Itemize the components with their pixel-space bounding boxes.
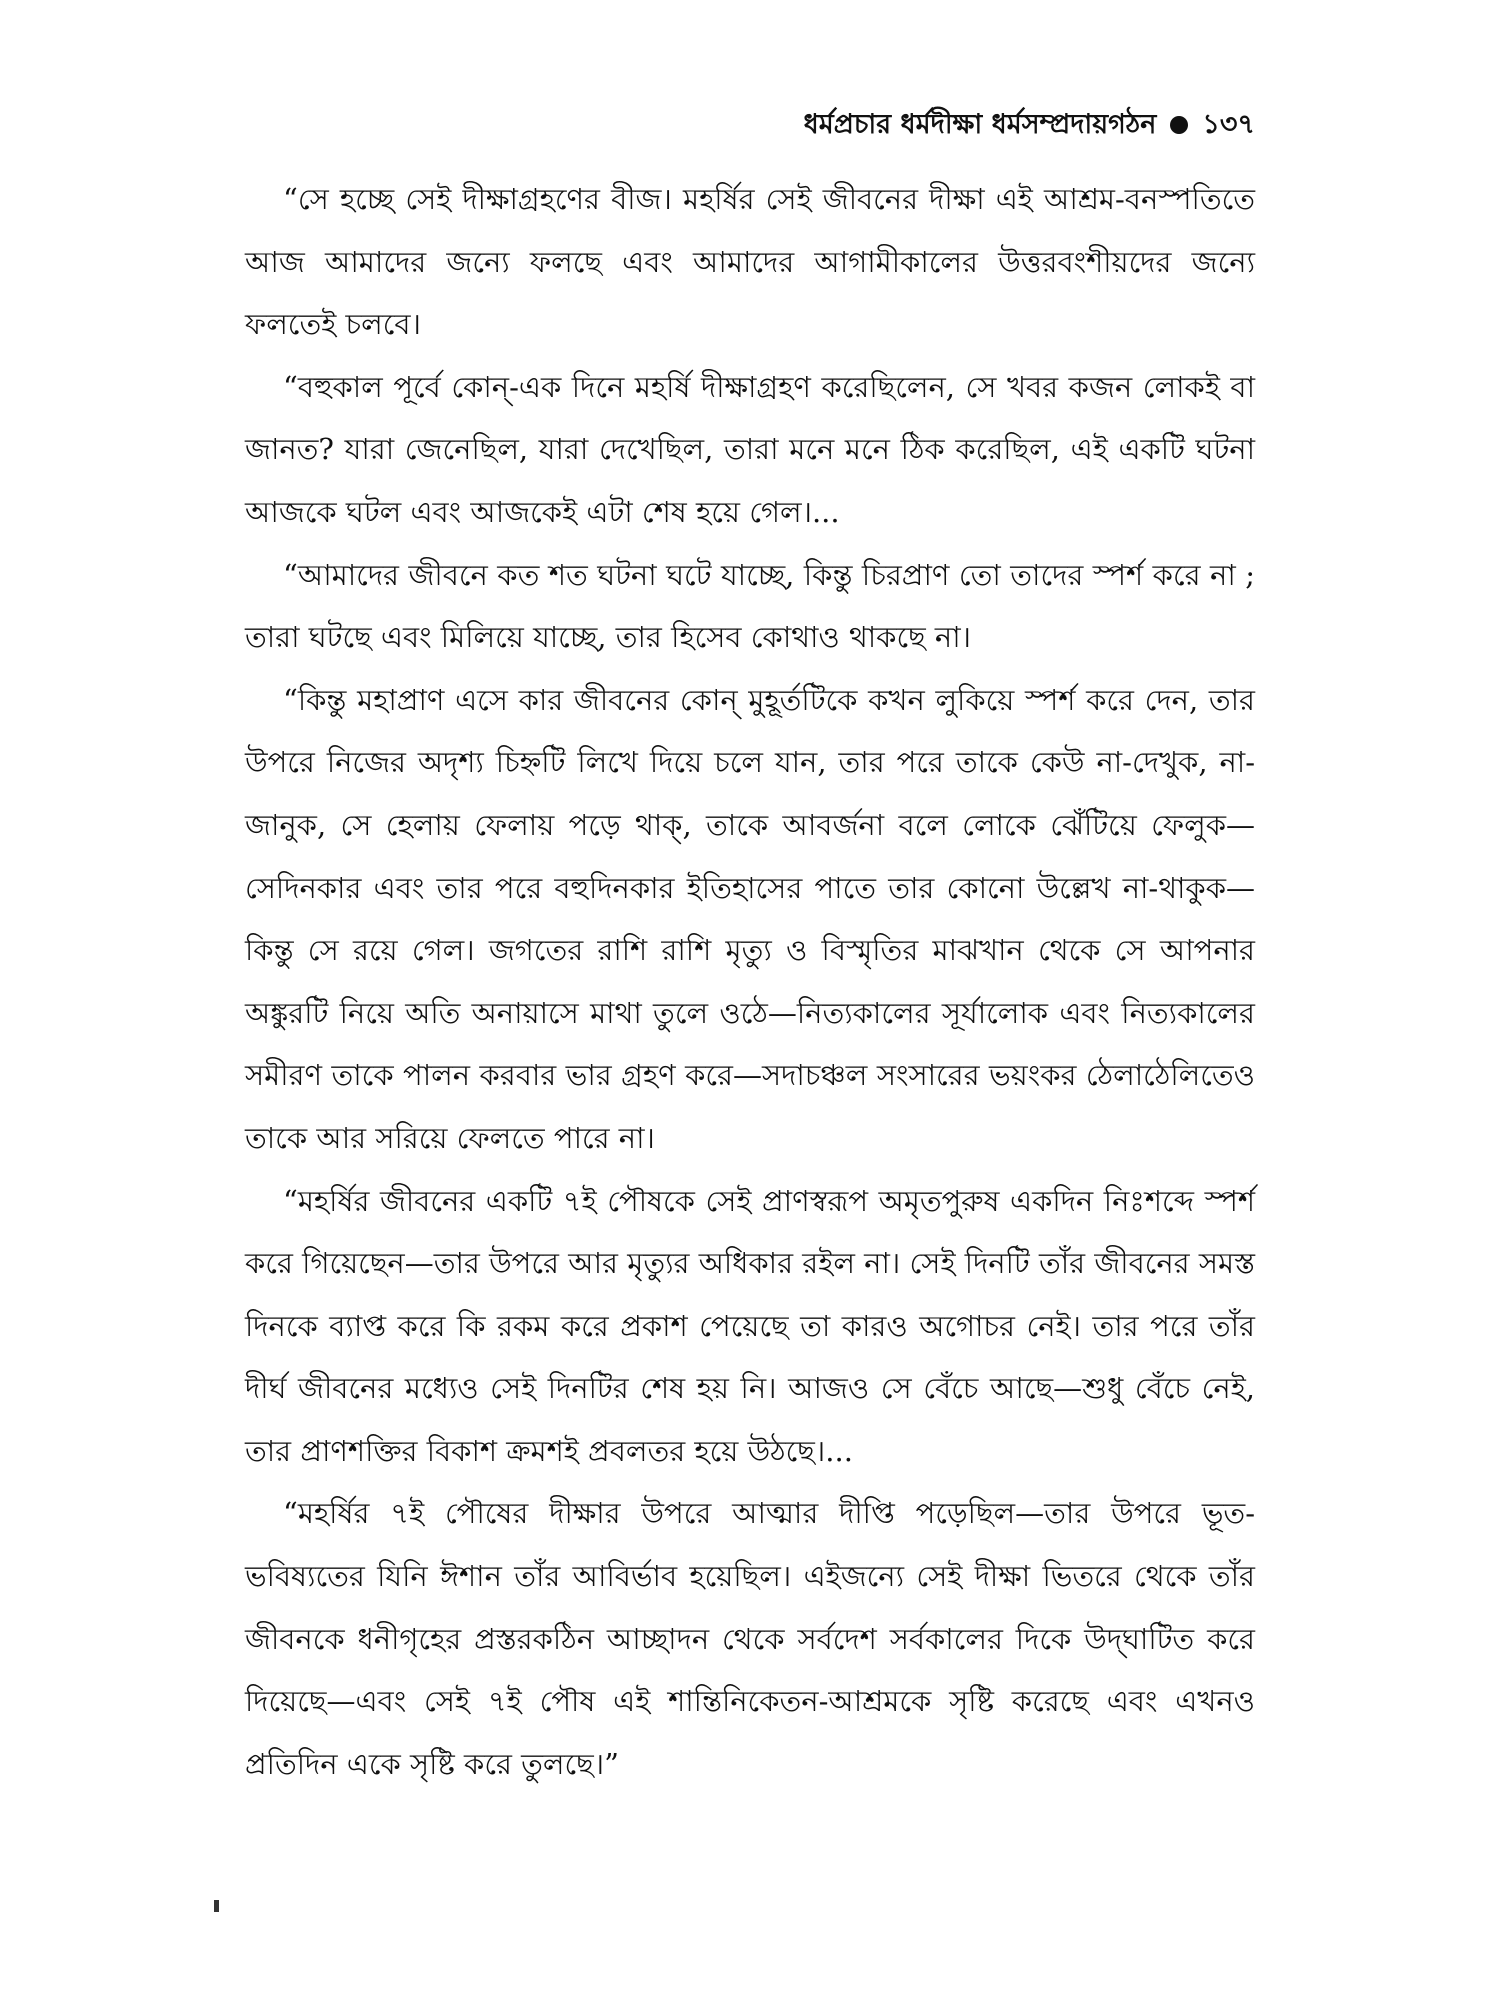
page-number: ১৩৭ <box>1202 109 1255 140</box>
paragraph: “আমাদের জীবনে কত শত ঘটনা ঘটে যাচ্ছে, কিন্তু চিরপ্রাণ তো তাদের স্পর্শ করে না ; তারা ঘটছে এবং মিলিয়ে যাচ্ছে, তার হিসেব কোথাও থাকছে না। <box>245 557 1255 655</box>
paragraph: “মহর্ষির ৭ই পৌষের দীক্ষার উপরে আত্মার দীপ্তি পড়েছিল—তার উপরে ভূত-ভবিষ্যতের যিনি ঈশান তাঁর আবির্ভাব হয়েছিল। এইজন্যে সেই দীক্ষা ভিতরে থেকে তাঁর জীবনকে ধনীগৃহের প্রস্তরকঠিন আচ্ছাদন থেকে সর্বদেশ সর্বকালের দিকে উদ্‌ঘাটিত করে দিয়েছে—এবং সেই ৭ই পৌষ এই শান্তিনিকেতন-আশ্রমকে সৃষ্টি করেছে এবং এখনও প্রতিদিন একে সৃষ্টি করে তুলছে।” <box>245 1496 1255 1781</box>
paragraph: “কিন্তু মহাপ্রাণ এসে কার জীবনের কোন্‌ মুহূর্তটিকে কখন লুকিয়ে স্পর্শ করে দেন, তার উপরে নিজের অদৃশ্য চিহ্নটি লিখে দিয়ে চলে যান, তার পরে তাকে কেউ না-দেখুক, না-জানুক, সে হেলায় ফেলায় পড়ে থাক্‌, তাকে আবর্জনা বলে লোকে ঝেঁটিয়ে ফেলুক—সেদিনকার এবং তার পরে বহুদিনকার ইতিহাসের পাতে তার কোনো উল্লেখ না-থাকুক—কিন্তু সে রয়ে গেল। জগতের রাশি রাশি মৃত্যু ও বিস্মৃতির মাঝখান থেকে সে আপনার অঙ্কুরটি নিয়ে অতি অনায়াসে মাথা তুলে ওঠে—নিত্যকালের সূর্যালোক এবং নিত্যকালের সমীরণ তাকে পালন করবার ভার গ্রহণ করে—সদাচঞ্চল সংসারের ভয়ংকর ঠেলাঠেলিতেও তাকে আর সরিয়ে ফেলতে পারে না। <box>245 682 1255 1155</box>
paragraph: “মহর্ষির জীবনের একটি ৭ই পৌষকে সেই প্রাণস্বরূপ অমৃতপুরুষ একদিন নিঃশব্দে স্পর্শ করে গিয়েছেন—তার উপরে আর মৃত্যুর অধিকার রইল না। সেই দিনটি তাঁর জীবনের সমস্ত দিনকে ব্যাপ্ত করে কি রকম করে প্রকাশ পেয়েছে তা কারও অগোচর নেই। তার পরে তাঁর দীর্ঘ জীবনের মধ্যেও সেই দিনটির শেষ হয় নি। আজও সে বেঁচে আছে—শুধু বেঁচে নেই, তার প্রাণশক্তির বিকাশ ক্রমশই প্রবলতর হয়ে উঠছে।... <box>245 1183 1255 1468</box>
bullet-separator-icon <box>1170 116 1188 134</box>
margin-tick-mark <box>214 1900 219 1912</box>
running-head-title: ধর্মপ্রচার ধর্মদীক্ষা ধর্মসম্প্রদায়গঠন <box>803 109 1157 140</box>
running-head <box>245 104 1255 149</box>
paragraph: “সে হচ্ছে সেই দীক্ষাগ্রহণের বীজ। মহর্ষির সেই জীবনের দীক্ষা এই আশ্রম-বনস্পতিতে আজ আমাদের জন্যে ফলছে এবং আমাদের আগামীকালের উত্তরবংশীয়দের জন্যে ফলতেই চলবে। <box>245 182 1255 342</box>
body-text <box>245 168 1255 1795</box>
paragraph: “বহুকাল পূর্বে কোন্‌-এক দিনে মহর্ষি দীক্ষাগ্রহণ করেছিলেন, সে খবর কজন লোকই বা জানত? যারা জেনেছিল, যারা দেখেছিল, তারা মনে মনে ঠিক করেছিল, এই একটি ঘটনা আজকে ঘটল এবং আজকেই এটা শেষ হয়ে গেল।... <box>245 369 1255 529</box>
